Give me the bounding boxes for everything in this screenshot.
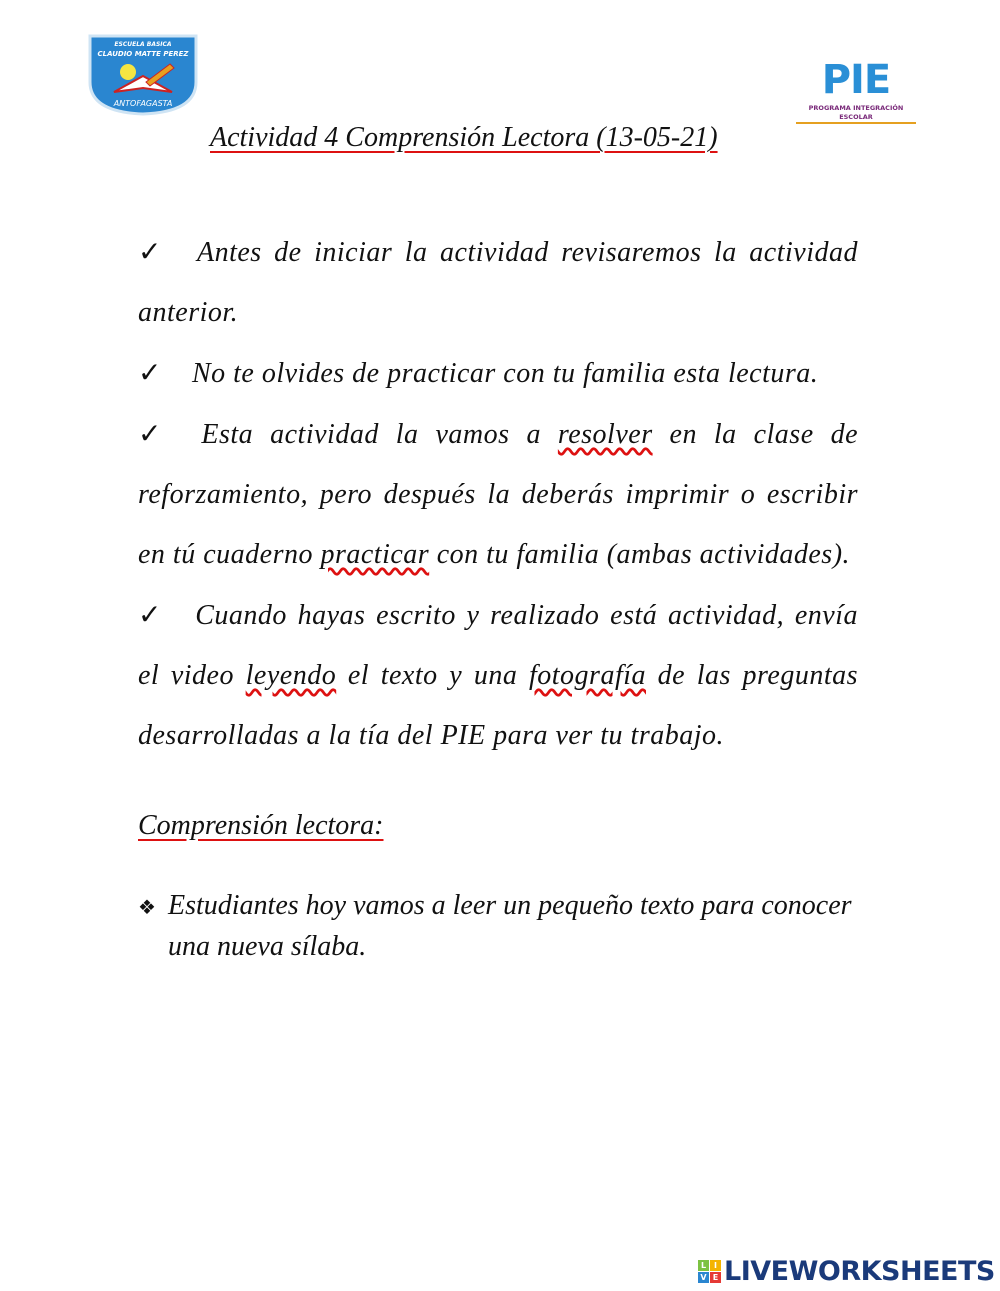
diamond-bullet-icon: ❖: [138, 895, 156, 919]
spellcheck-word: resolver: [557, 419, 653, 450]
instruction-item: [138, 404, 858, 585]
intro-text: Estudiantes hoy vamos a leer un pequeño texto para conocer una nueva sílaba.: [168, 890, 852, 962]
check-icon: ✓: [138, 235, 167, 268]
instruction-text: en la clase de reforzamiento, pero después la deberás imprimir o escribir en tú cuaderno: [138, 419, 858, 570]
check-icon: ✓: [138, 356, 162, 389]
live-letter: L: [698, 1260, 709, 1271]
page-title: Actividad 4 Comprensión Lectora (13-05-21): [210, 122, 718, 153]
spellcheck-word: leyendo: [245, 660, 337, 691]
instruction-text: No te olvides de practicar con tu familia esta lectura.: [191, 358, 819, 389]
check-icon: ✓: [138, 598, 166, 631]
instruction-text: Esta actividad la vamos a: [201, 419, 558, 450]
school-logo: [86, 32, 200, 116]
pie-logo-word: PIE: [821, 57, 891, 103]
pie-logo: [796, 56, 916, 121]
section-heading: Comprensión lectora:: [138, 810, 384, 841]
instruction-text: el texto y una: [336, 660, 529, 691]
instruction-item: [138, 343, 858, 404]
spellcheck-word: fotografía: [528, 660, 646, 691]
spellcheck-word: practicar: [320, 539, 430, 570]
brand-text: LIVEWORKSHEETS: [724, 1256, 995, 1287]
svg-text:ESCUELA BASICA: ESCUELA BASICA: [114, 41, 172, 48]
live-letter: E: [710, 1272, 721, 1283]
instruction-text: Antes de iniciar la actividad revisaremos la actividad anterior.: [138, 237, 858, 328]
check-icon: ✓: [138, 417, 172, 450]
live-letter: I: [710, 1260, 721, 1271]
instruction-item: [138, 222, 858, 343]
liveworksheets-logo: [698, 1256, 995, 1287]
instruction-text: con tu familia (ambas actividades).: [429, 539, 851, 570]
pie-logo-subtitle: PROGRAMA INTEGRACIÓN ESCOLAR: [796, 104, 916, 124]
live-blocks-icon: [698, 1260, 721, 1283]
instructions-list: [138, 222, 858, 766]
intro-paragraph: [138, 886, 858, 967]
svg-text:ANTOFAGASTA: ANTOFAGASTA: [113, 99, 173, 108]
content: [138, 222, 858, 967]
svg-text:CLAUDIO MATTE PEREZ: CLAUDIO MATTE PEREZ: [97, 50, 189, 58]
instruction-item: [138, 585, 858, 766]
instruction-text: Cuando hayas escrito y realizado está actividad, envía el video: [138, 600, 858, 691]
instruction-text: de las preguntas desarrolladas a la tía del PIE para ver tu trabajo.: [138, 660, 858, 751]
live-letter: V: [698, 1272, 709, 1283]
